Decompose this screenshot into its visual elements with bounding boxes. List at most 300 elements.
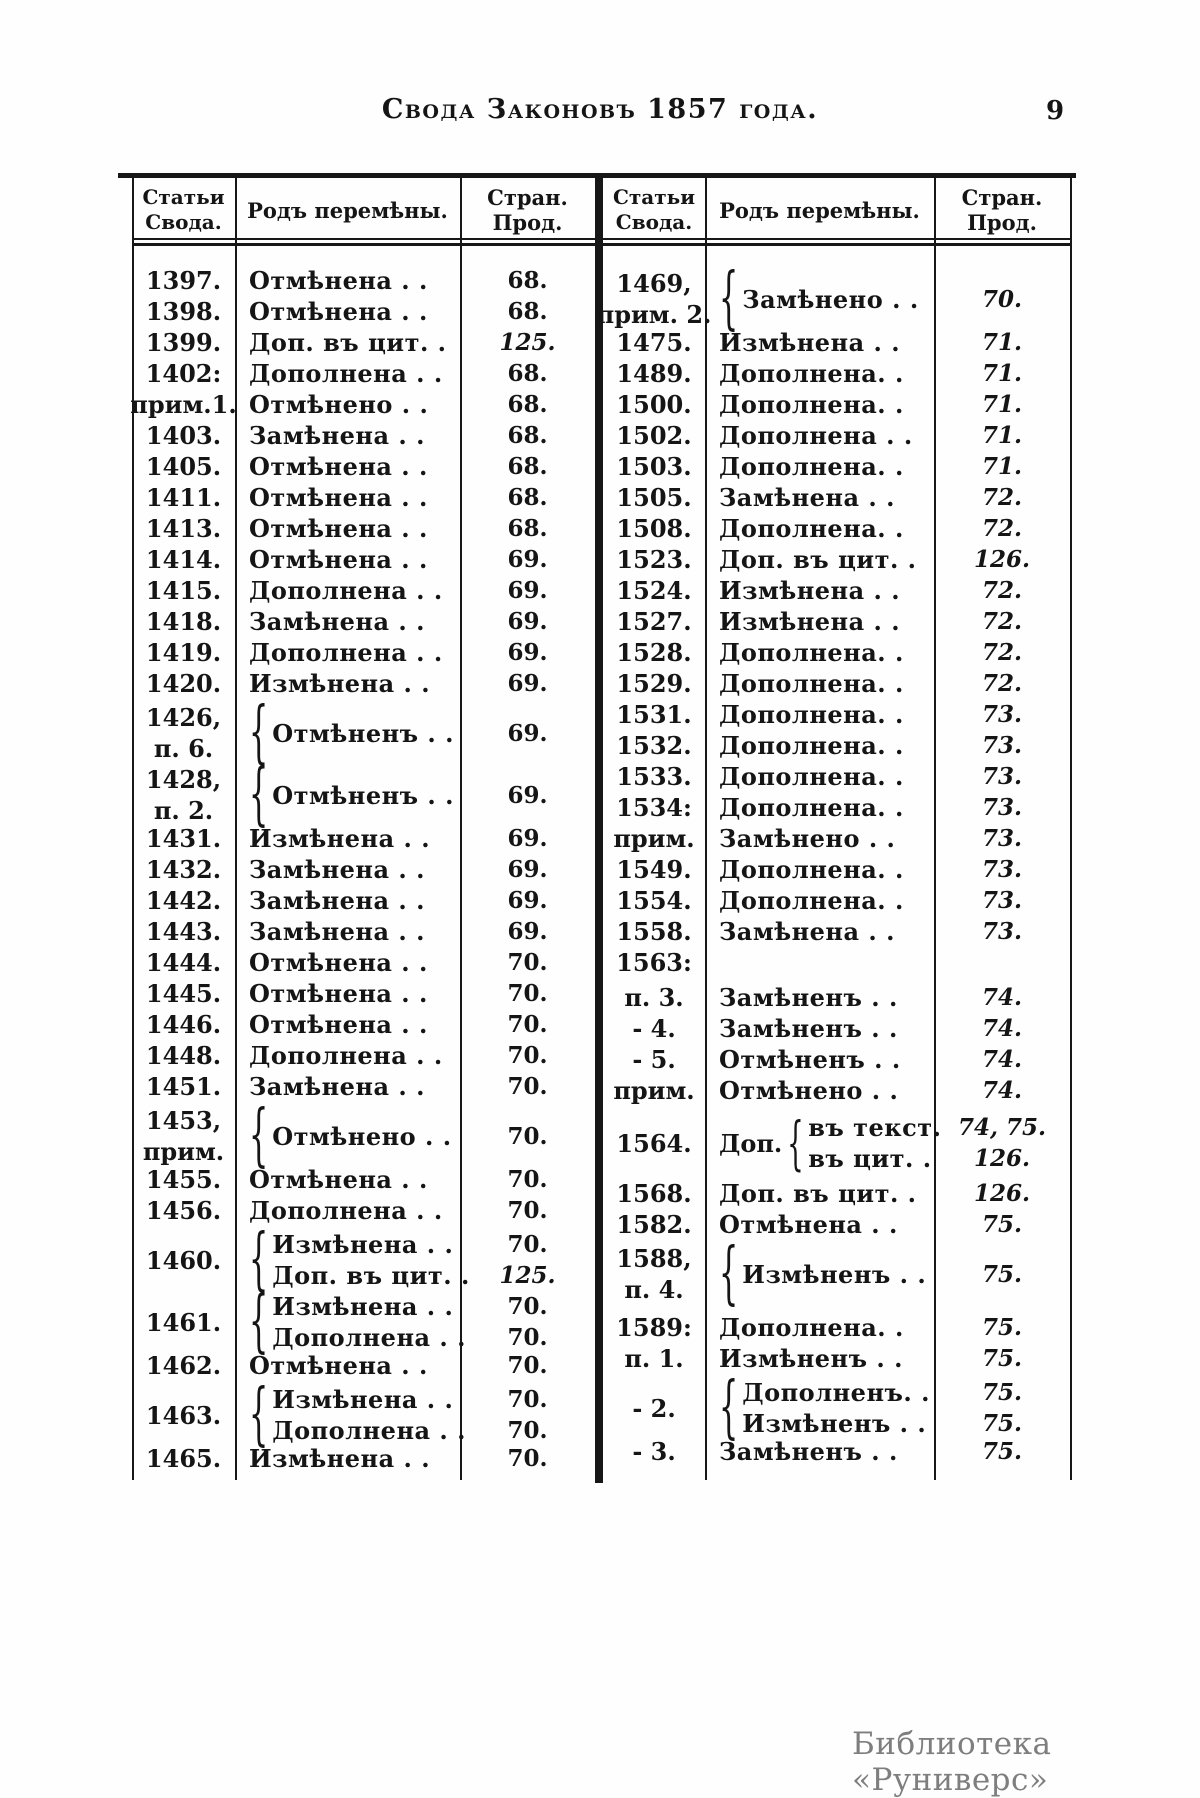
article-cell — [132, 513, 235, 544]
change-cell — [235, 1282, 466, 1361]
article-number: 1549. — [616, 855, 692, 884]
article-number: прим.1. — [130, 390, 237, 419]
change-cell — [705, 1178, 934, 1209]
page-ref: 72. — [981, 608, 1022, 635]
article-number: 1419. — [145, 638, 222, 667]
article-number: 1448. — [145, 1041, 222, 1070]
change-lines — [249, 482, 428, 513]
page-cell — [460, 296, 595, 327]
table-row — [603, 327, 1070, 358]
page-ref: 69. — [507, 546, 548, 573]
article-cell — [132, 854, 235, 885]
article-number: 1403. — [145, 421, 222, 450]
table-row — [603, 982, 1070, 1013]
page-ref: 71. — [981, 422, 1022, 449]
change-cell — [235, 389, 460, 420]
table-row — [603, 699, 1070, 730]
table-row — [132, 1164, 595, 1195]
brace-glyph: { — [718, 259, 739, 338]
article-number: 1529. — [616, 669, 692, 698]
article-cell — [603, 761, 705, 792]
page-ref: 69. — [507, 670, 548, 697]
page-cell — [934, 420, 1070, 451]
change-text: Измѣнена . . — [272, 1230, 454, 1259]
article-cell — [132, 1350, 235, 1381]
change-lines — [272, 780, 454, 811]
page-cell — [934, 513, 1070, 544]
page-ref: 70. — [507, 1197, 548, 1224]
brace-glyph: { — [787, 1109, 805, 1177]
change-lines — [719, 1343, 903, 1374]
table-row — [603, 575, 1070, 606]
change-lines — [719, 668, 904, 699]
page-ref: 70. — [507, 1293, 548, 1320]
article-cell — [603, 606, 705, 637]
table-row — [603, 544, 1070, 575]
change-lines — [249, 544, 428, 575]
page-ref: 72. — [981, 484, 1022, 511]
page-ref: 72. — [981, 515, 1022, 542]
table-row — [132, 1282, 595, 1361]
page-ref: 75. — [981, 1314, 1022, 1341]
article-number: 1524. — [616, 576, 692, 605]
change-cell — [235, 544, 460, 575]
change-lines — [719, 982, 898, 1013]
article-number: 1460. — [145, 1245, 222, 1275]
page-cell — [934, 606, 1070, 637]
change-cell — [705, 482, 934, 513]
page-ref: 68. — [507, 484, 548, 511]
change-lines — [249, 885, 425, 916]
change-text: Дополнена. . — [719, 638, 904, 667]
change-lines — [249, 1443, 430, 1474]
change-cell — [705, 451, 934, 482]
article-cell — [132, 1102, 235, 1170]
table-header-right — [603, 182, 1070, 238]
article-cell — [132, 1195, 235, 1226]
page-ref: 73. — [981, 763, 1022, 790]
change-cell — [705, 637, 934, 668]
page-ref: 75. — [981, 1260, 1022, 1288]
table-row — [132, 1375, 595, 1454]
change-cell — [235, 1040, 460, 1071]
change-lines — [249, 451, 428, 482]
article-number: 1456. — [145, 1196, 222, 1225]
article-number: 1413. — [145, 514, 222, 543]
change-text: Дополнена. . — [719, 762, 904, 791]
table-row — [132, 1350, 595, 1381]
change-text: Отмѣненъ . . — [272, 718, 454, 748]
change-cell — [235, 693, 460, 772]
article-cell — [132, 575, 235, 606]
article-cell — [132, 947, 235, 978]
change-cell — [705, 885, 934, 916]
change-cell — [705, 668, 934, 699]
change-text: Дополнена . . — [272, 1416, 466, 1445]
change-cell — [705, 1075, 934, 1106]
article-number: 1397. — [145, 266, 222, 295]
table-row — [603, 1234, 1070, 1313]
article-number: 1523. — [616, 545, 692, 574]
article-cell — [603, 482, 705, 513]
article-cell — [603, 637, 705, 668]
change-lines — [249, 637, 443, 668]
change-cell — [235, 916, 460, 947]
page-cell — [934, 668, 1070, 699]
table-row — [132, 389, 595, 420]
change-cell — [235, 513, 460, 544]
change-lines — [808, 1112, 941, 1174]
article-number: 1475. — [616, 328, 692, 357]
change-text: Замѣненъ . . — [719, 1437, 898, 1466]
article-number: - 5. — [632, 1045, 676, 1074]
change-text: Замѣнена . . — [249, 886, 425, 915]
change-cell — [705, 389, 934, 420]
article-number: 1444. — [145, 948, 222, 977]
page-ref: 74. — [981, 1015, 1022, 1042]
change-lines — [719, 916, 895, 947]
change-text: Отмѣнена . . — [719, 1210, 898, 1239]
change-text: Доп. въ цит. . — [719, 1179, 917, 1208]
change-lines — [719, 513, 904, 544]
table-row — [132, 482, 595, 513]
page-ref: 75. — [981, 1211, 1022, 1238]
page-ref: 69. — [507, 887, 548, 914]
page-ref: 73. — [981, 856, 1022, 883]
article-number: п. 1. — [624, 1344, 684, 1373]
change-lines — [249, 358, 443, 389]
article-cell — [132, 327, 235, 358]
article-number: 1451. — [145, 1072, 222, 1101]
article-number: - 2. — [632, 1393, 676, 1423]
page-cell — [460, 947, 595, 978]
table-row — [132, 1220, 595, 1299]
page-ref: 75. — [981, 1345, 1022, 1372]
brace-glyph: { — [718, 1368, 739, 1447]
table-row — [603, 1343, 1070, 1374]
page-ref: 126. — [973, 1145, 1031, 1172]
article-cell — [132, 1381, 235, 1449]
change-text: Отмѣнена . . — [249, 297, 428, 326]
header-pages: Стран. Прод. — [487, 185, 568, 235]
article-cell — [132, 823, 235, 854]
table-row — [132, 451, 595, 482]
article-number: - 3. — [632, 1437, 676, 1466]
change-cell — [235, 327, 460, 358]
article-number: 1563: — [616, 948, 692, 977]
change-cell — [705, 947, 934, 978]
change-text: Дополнена. . — [719, 390, 904, 419]
page-cell — [460, 823, 595, 854]
article-number: 1533. — [616, 762, 692, 791]
page-ref: 69. — [507, 639, 548, 666]
change-text: Замѣнено . . — [742, 284, 919, 314]
table-row — [603, 947, 1070, 978]
page-number: 9 — [1046, 96, 1065, 126]
article-number: 1502. — [616, 421, 692, 450]
table-row — [132, 420, 595, 451]
page-ref: 70. — [507, 1231, 548, 1258]
change-cell — [705, 1368, 934, 1447]
change-cell — [235, 755, 460, 834]
change-cell — [705, 606, 934, 637]
brace-glyph: { — [248, 1096, 269, 1175]
page-ref: 75. — [981, 1410, 1022, 1437]
page-ref: 69. — [507, 608, 548, 635]
table-row — [132, 296, 595, 327]
table-row — [132, 358, 595, 389]
article-number: 1414. — [145, 545, 222, 574]
change-prefix: Доп. — [719, 1128, 783, 1158]
article-number: 1463. — [145, 1400, 222, 1430]
page-ref: 73. — [981, 794, 1022, 821]
change-text: Дополнена . . — [249, 576, 443, 605]
change-text: Замѣнена . . — [249, 855, 425, 884]
article-cell — [132, 637, 235, 668]
change-cell — [705, 761, 934, 792]
page-cell — [460, 1381, 595, 1449]
article-cell — [603, 885, 705, 916]
table-row — [132, 575, 595, 606]
change-text: Дополнена. . — [719, 731, 904, 760]
page-ref: 75. — [981, 1438, 1022, 1465]
change-lines — [719, 1075, 898, 1106]
page-cell — [934, 451, 1070, 482]
article-number: прим. — [142, 1137, 225, 1166]
page-cell — [934, 575, 1070, 606]
table-row — [603, 1109, 1070, 1177]
table-row — [603, 482, 1070, 513]
change-cell — [705, 1343, 934, 1374]
brace-glyph: { — [248, 693, 269, 772]
page-cell — [934, 1240, 1070, 1308]
change-cell — [235, 1164, 460, 1195]
change-cell — [235, 854, 460, 885]
page-cell — [934, 1075, 1070, 1106]
page-cell — [934, 823, 1070, 854]
article-number: 1500. — [616, 390, 692, 419]
change-text: Измѣнена . . — [719, 607, 901, 636]
article-cell — [603, 389, 705, 420]
header-pages: Стран. Прод. — [961, 185, 1043, 235]
page-cell — [460, 482, 595, 513]
change-text: Дополнена . . — [249, 1196, 443, 1225]
change-text: Доп. въ цит. . — [719, 545, 917, 574]
change-text: Отмѣнена . . — [249, 948, 428, 977]
table-row — [132, 606, 595, 637]
article-cell — [132, 482, 235, 513]
change-lines — [272, 1229, 470, 1291]
article-cell — [132, 544, 235, 575]
change-cell — [705, 854, 934, 885]
page-ref: 69. — [507, 856, 548, 883]
change-text: Измѣненъ . . — [742, 1259, 927, 1289]
article-cell — [132, 1164, 235, 1195]
change-cell — [235, 606, 460, 637]
table-border-right — [1070, 173, 1072, 1480]
page-ref: 69. — [507, 918, 548, 945]
page-cell — [460, 916, 595, 947]
article-number: 1402: — [145, 359, 222, 388]
change-text: Отмѣнено . . — [272, 1121, 452, 1151]
page-ref: 126. — [973, 546, 1031, 573]
page-ref: 70. — [507, 1386, 548, 1413]
change-text: Дополнена. . — [719, 886, 904, 915]
article-number: 1405. — [145, 452, 222, 481]
change-lines — [249, 916, 425, 947]
change-cell — [235, 1195, 460, 1226]
article-cell — [603, 1013, 705, 1044]
change-cell — [705, 699, 934, 730]
article-number: 1568. — [616, 1179, 692, 1208]
article-cell — [603, 792, 705, 823]
page-ref: 73. — [981, 732, 1022, 759]
page-ref: 125. — [499, 329, 556, 356]
change-text: Отмѣненъ . . — [719, 1045, 901, 1074]
article-cell — [132, 358, 235, 389]
table-body-left — [132, 265, 595, 1474]
change-lines — [249, 668, 430, 699]
table-row — [132, 693, 595, 772]
page-cell — [934, 1013, 1070, 1044]
page-ref: 70. — [507, 1417, 548, 1444]
article-number: 1420. — [145, 669, 222, 698]
article-cell — [603, 668, 705, 699]
article-number: п. 6. — [153, 734, 214, 763]
page-ref: 69. — [507, 781, 548, 809]
change-lines — [719, 885, 904, 916]
change-text: Дополнена . . — [249, 638, 443, 667]
article-cell — [132, 978, 235, 1009]
change-text: Измѣнена . . — [249, 1444, 431, 1473]
change-lines — [742, 284, 918, 315]
change-cell — [235, 1096, 460, 1175]
change-lines — [719, 1312, 904, 1343]
article-number: 1443. — [145, 917, 222, 946]
page-cell — [460, 1164, 595, 1195]
table-row — [132, 823, 595, 854]
page-ref: 70. — [981, 285, 1022, 313]
header-change: Родъ перемѣны. — [719, 197, 920, 223]
table-row — [603, 668, 1070, 699]
article-cell — [132, 668, 235, 699]
page-ref: 73. — [981, 825, 1022, 852]
change-text: Замѣнена . . — [249, 421, 425, 450]
article-cell — [603, 699, 705, 730]
page-cell — [460, 1226, 595, 1294]
article-number: 1489. — [616, 359, 692, 388]
change-lines — [719, 1178, 917, 1209]
change-lines — [249, 1350, 428, 1381]
page-cell — [934, 1312, 1070, 1343]
table-header-left — [132, 182, 595, 238]
change-lines — [719, 699, 904, 730]
change-lines — [249, 1195, 443, 1226]
change-text: Дополненъ. . — [742, 1378, 930, 1407]
article-number: 1399. — [145, 328, 222, 357]
article-number: 1461. — [145, 1307, 222, 1337]
article-cell — [132, 699, 235, 767]
change-text: въ цит. . — [808, 1144, 932, 1173]
change-text: Отмѣнена . . — [249, 266, 428, 295]
change-lines — [249, 854, 425, 885]
change-lines — [742, 1377, 930, 1439]
brace-glyph: { — [248, 1375, 269, 1454]
change-cell — [235, 265, 460, 296]
table-row — [132, 544, 595, 575]
page-cell — [460, 358, 595, 389]
article-number: 1431. — [145, 824, 222, 853]
table-row — [603, 420, 1070, 451]
table-row — [132, 1096, 595, 1175]
change-lines — [719, 1209, 898, 1240]
change-text: Отмѣненъ . . — [272, 780, 454, 810]
page-ref: 73. — [981, 701, 1022, 728]
article-number: 1455. — [145, 1165, 222, 1194]
article-cell — [596, 265, 712, 333]
change-text: Измѣнена . . — [272, 1385, 454, 1414]
page-cell — [460, 420, 595, 451]
article-cell — [603, 1240, 705, 1308]
brace-glyph: { — [248, 755, 269, 834]
change-lines — [719, 854, 904, 885]
table-row — [603, 513, 1070, 544]
change-text: Дополнена. . — [719, 669, 904, 698]
table-row — [132, 885, 595, 916]
change-cell — [235, 575, 460, 606]
change-lines — [249, 296, 428, 327]
change-text: въ текст. — [808, 1113, 942, 1142]
change-lines — [719, 761, 904, 792]
article-cell — [132, 1288, 235, 1356]
change-lines — [719, 420, 913, 451]
table-row — [603, 854, 1070, 885]
page-cell — [934, 730, 1070, 761]
article-number: 1442. — [145, 886, 222, 915]
change-cell — [705, 792, 934, 823]
article-number: 1453, — [145, 1106, 222, 1135]
article-number: 1503. — [616, 452, 692, 481]
table-row — [603, 1178, 1070, 1209]
article-cell — [132, 420, 235, 451]
page-cell — [460, 1443, 595, 1474]
page-cell — [460, 885, 595, 916]
change-cell — [705, 1209, 934, 1240]
header-articles-line1: Статьи — [612, 185, 696, 209]
change-text: Отмѣнена . . — [249, 1165, 428, 1194]
table-row — [132, 916, 595, 947]
change-cell — [235, 482, 460, 513]
table-row — [603, 389, 1070, 420]
change-text: Дополнена . . — [719, 421, 913, 450]
change-text: Дополнена. . — [719, 452, 904, 481]
change-lines — [719, 792, 904, 823]
page-cell — [460, 451, 595, 482]
article-number: 1398. — [145, 297, 222, 326]
change-cell — [235, 947, 460, 978]
article-number: 1532. — [616, 731, 692, 760]
table-row — [603, 792, 1070, 823]
article-cell — [603, 544, 705, 575]
article-cell — [132, 1071, 235, 1102]
page-cell — [460, 637, 595, 668]
article-number: 1469, — [616, 269, 692, 298]
change-text: Отмѣнена . . — [249, 1010, 428, 1039]
page-cell — [460, 1040, 595, 1071]
page-ref: 71. — [981, 453, 1022, 480]
page-ref: 69. — [507, 825, 548, 852]
article-cell — [603, 1075, 705, 1106]
